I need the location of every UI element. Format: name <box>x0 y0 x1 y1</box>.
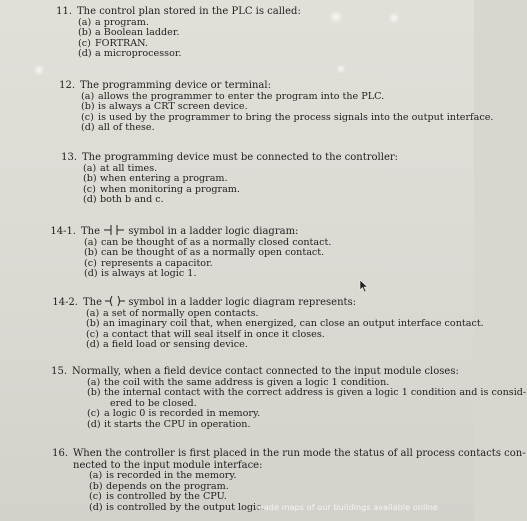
question-11 <box>48 6 522 60</box>
question-text: When the controller is first placed in the run mode the status of all process contacts con- <box>73 448 526 459</box>
question-stem: 14-1. The symbol in a ladder logic diagram: <box>28 224 502 238</box>
option-c: (c) a contact that will seal itself in once it closes. <box>86 328 325 340</box>
option-d: (d) is always at logic 1. <box>84 268 197 280</box>
option-list <box>53 164 527 206</box>
normally-open-contact-icon <box>103 224 125 236</box>
question-14-2 <box>28 295 502 351</box>
question-stem <box>51 80 525 92</box>
option-d: (d) both b and c. <box>83 194 164 206</box>
question-text: The control plan stored in the PLC is called: <box>77 6 301 17</box>
question-12 <box>51 80 525 134</box>
question-stem <box>53 152 527 164</box>
option-a: (a) allows the programmer to enter the program into the PLC. <box>81 90 385 102</box>
question-13 <box>53 152 527 206</box>
question-text: Normally, when a field device contact connected to the input module closes: <box>72 366 459 377</box>
option-a: (a) at all times. <box>83 162 158 174</box>
option-d: (d) it starts the CPU in operation. <box>87 418 251 430</box>
question-15 <box>43 366 527 430</box>
option-c: (c) FORTRAN. <box>78 37 148 49</box>
output-coil-icon <box>105 295 125 307</box>
question-text: The programming device must be connected to the controller: <box>82 152 399 163</box>
option-list <box>51 92 525 134</box>
option-b: (b) the internal contact with the correct address is given a logic 1 condition and is consid- ered to be closed. <box>87 387 527 409</box>
option-b: (b) depends on the program. <box>89 480 229 492</box>
question-number: 14-1. <box>50 226 76 237</box>
option-b: (b) when entering a program. <box>83 173 228 185</box>
option-a: (a) can be thought of as a normally closed contact. <box>84 236 332 248</box>
question-number: 13. <box>61 152 77 163</box>
question-stem <box>44 448 526 460</box>
option-b: (b) an imaginary coil that, when energized, can close an output interface contact. <box>86 318 484 330</box>
option-c: (c) represents a capacitor. <box>84 257 213 269</box>
option-d: (d) all of these. <box>81 122 155 134</box>
option-a: (a) a set of normally open contacts. <box>86 307 259 319</box>
question-number: 12. <box>59 80 75 91</box>
option-a: (a) the coil with the same address is given a logic 1 condition. <box>87 376 390 388</box>
option-c: (c) when monitoring a program. <box>83 183 240 195</box>
option-c: (c) is controlled by the CPU. <box>89 491 227 503</box>
option-b: (b) can be thought of as a normally open contact. <box>84 247 325 259</box>
option-b: (b) is always a CRT screen device. <box>81 101 248 113</box>
option-d: (d) a field load or sensing device. <box>86 339 248 351</box>
mouse-cursor-icon <box>359 279 369 293</box>
question-number: 14-2. <box>52 297 78 308</box>
watermark: made maps of our buildings available online <box>256 503 438 512</box>
option-list <box>48 18 522 60</box>
option-d: (d) a microprocessor. <box>78 48 182 60</box>
question-14-1 <box>28 224 502 280</box>
option-a: (a) a program. <box>78 16 149 28</box>
question-stem: 14-2. The symbol in a ladder logic diagram represents: <box>28 295 502 309</box>
option-list <box>28 309 502 351</box>
option-a: (a) is recorded in the memory. <box>89 470 237 481</box>
light-reflection <box>336 64 346 74</box>
question-number: 15. <box>51 366 67 377</box>
option-c: (c) a logic 0 is recorded in memory. <box>87 408 261 420</box>
question-number: 16. <box>52 448 68 459</box>
question-text-continued: nected to the input module interface: <box>73 459 263 471</box>
option-c: (c) is used by the programmer to bring the process signals into the output interface. <box>81 111 494 123</box>
option-list <box>28 238 502 280</box>
light-reflection <box>33 64 45 76</box>
question-stem <box>43 366 517 378</box>
light-reflection <box>388 12 400 24</box>
option-list <box>43 376 527 431</box>
question-number: 11. <box>56 6 72 17</box>
question-stem <box>48 6 522 18</box>
light-reflection <box>329 10 343 24</box>
option-d: (d) is controlled by the output logic. <box>89 501 265 513</box>
option-b: (b) a Boolean ladder. <box>78 27 180 39</box>
question-text: The programming device or terminal: <box>80 80 271 91</box>
